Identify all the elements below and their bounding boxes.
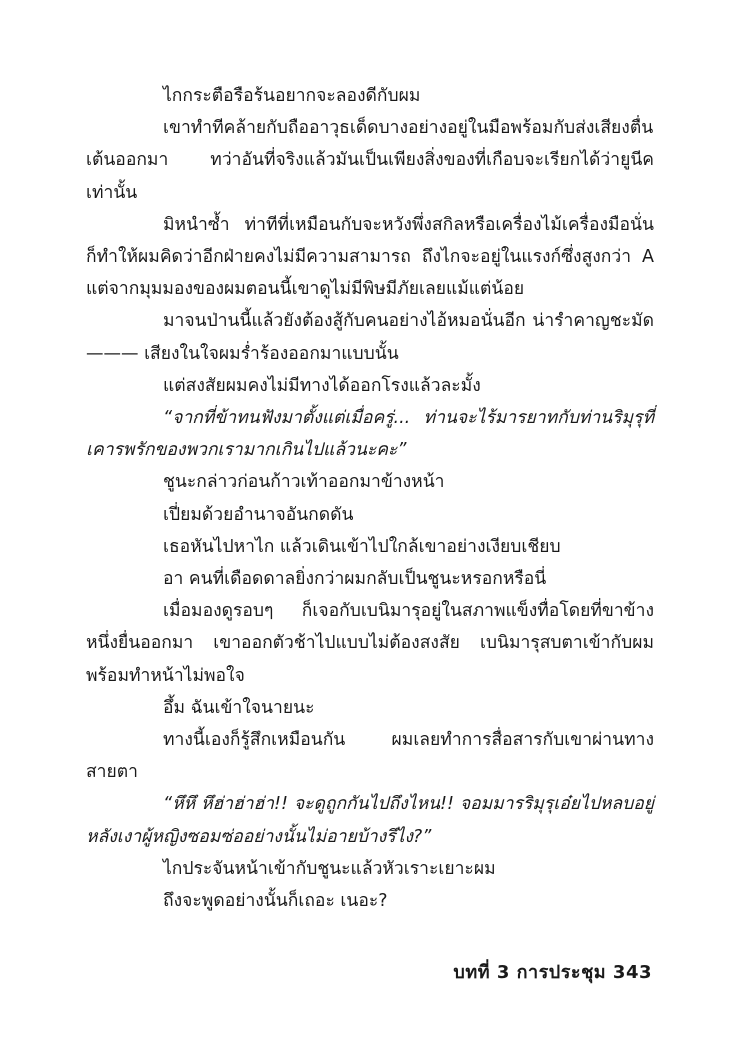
narration-paragraph: ไกกระตือรือร้นอยากจะลองดีกับผม: [163, 86, 421, 106]
narration-paragraph: ชูนะกล่าวก่อนก้าวเท้าออกมาข้างหน้า: [163, 472, 445, 493]
narration-paragraph: อึ้ม ฉันเข้าใจนายนะ: [163, 697, 315, 718]
narration-paragraph: ไกประจันหน้าเข้ากับชูนะแล้วหัวเราะเยาะผม: [163, 858, 496, 879]
narration-paragraph: มิหนำซ้ำ ท่าทีที่เหมือนกับจะหวังพึ่งสกิลหรือเครื่องไม้เครื่องมือนั่นก็ทำให้ผมคิดว่าอีกฝ่ายคงไม่มีความสามารถ ถึงไกจะอยู่ในแรงก์ซึ่งสูงกว่า A แต่จากมุมมองของผมตอนนี้เขาดูไม่มีพิษมีภัยเลยแม้แต่น้อย: [86, 214, 654, 300]
narration-paragraph: เมื่อมองดูรอบๆ ก็เจอกับเบนิมารุอยู่ในสภาพแข็งทื่อโดยที่ขาข้างหนึ่งยื่นออกมา เขาออกตัวช้าไปแบบไม่ต้องสงสัย เบนิมารุสบตาเข้ากับผมพร้อมทำหน้าไม่พอใจ: [86, 601, 654, 686]
narration-paragraph: เธอหันไปหาไก แล้วเดินเข้าไปใกล้เขาอย่างเงียบเชียบ: [163, 536, 561, 557]
dialogue-paragraph: “หึหึ หึฮ่าฮ่าฮ่า!! จะดูถูกกันไปถึงไหน!! จอมมารริมุรุเอ๋ยไปหลบอยู่หลังเงาผู้หญิงซอมซ่ออย่างนั้นไม่อายบ้างรึไง?”: [86, 794, 654, 847]
narration-paragraph: อา คนที่เดือดดาลยิ่งกว่าผมกลับเป็นชูนะหรอกหรือนี่: [163, 569, 547, 590]
body-text: [86, 80, 654, 917]
narration-paragraph: ถึงจะพูดอย่างนั้นก็เถอะ เนอะ?: [163, 891, 388, 912]
narration-paragraph: มาจนป่านนี้แล้วยังต้องสู้กับคนอย่างไอ้หมอนั่นอีก น่ารำคาญชะมัด——— เสียงในใจผมร่ำร้องออกมาแบบนั้น: [86, 311, 654, 364]
narration-paragraph: แต่สงสัยผมคงไม่มีทางได้ออกโรงแล้วละมั้ง: [163, 375, 481, 396]
narration-paragraph: ทางนี้เองก็รู้สึกเหมือนกัน ผมเลยทำการสื่อสารกับเขาผ่านทางสายตา: [86, 730, 654, 783]
narration-paragraph: เขาทำทีคล้ายกับถืออาวุธเด็ดบางอย่างอยู่ในมือพร้อมกับส่งเสียงตื่นเต้นออกมา ทว่าอันที่จริงแล้วมันเป็นเพียงสิ่งของที่เกือบจะเรียกได้ว่ายูนีคเท่านั้น: [86, 118, 654, 203]
narration-paragraph: เปี่ยมด้วยอำนาจอันกดดัน: [163, 504, 354, 525]
dialogue-paragraph: “จากที่ข้าทนฟังมาตั้งแต่เมื่อครู่... ท่านจะไร้มารยาทกับท่านริมุรุที่เคารพรักของพวกเรามากเกินไปแล้วนะคะ”: [86, 408, 654, 461]
page-footer: บทที่ 3 การประชุม 343: [453, 962, 652, 983]
